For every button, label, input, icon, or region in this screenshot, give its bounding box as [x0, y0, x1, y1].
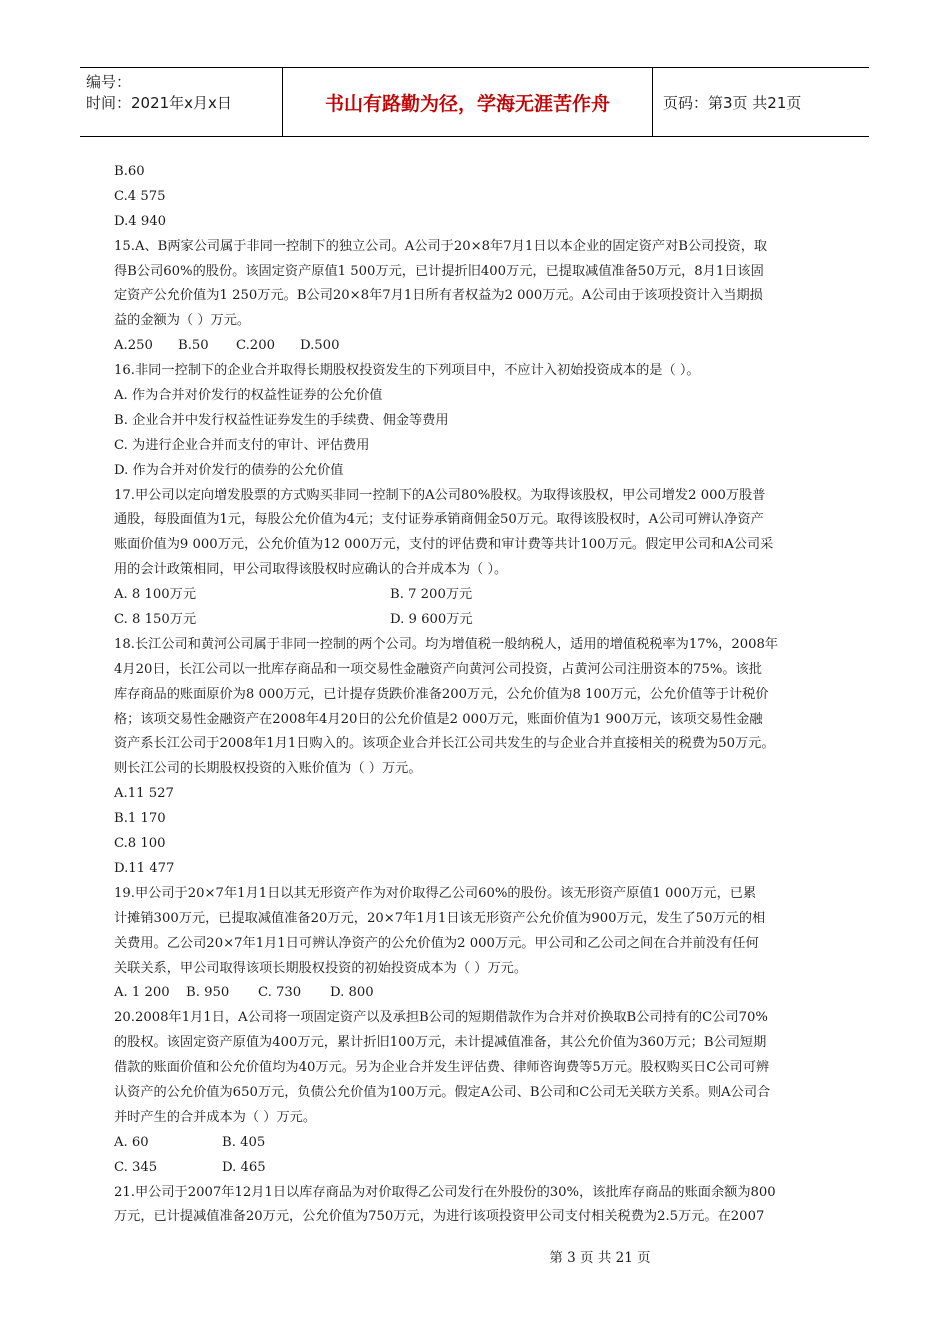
- question-18-text: 4月20日，长江公司以一批库存商品和一项交易性金融资产向黄河公司投资，占黄河公司注册资本的75%。该批: [114, 661, 762, 677]
- question-18-text: 18.长江公司和黄河公司属于非同一控制的两个公司。均为增值税一般纳税人，适用的增值税税率为17%，2008年: [114, 636, 779, 652]
- question-18-text: 库存商品的账面原价为8 000万元，已计提存货跌价准备200万元，公允价值为8 100万元，公允价值等于计税价: [114, 686, 769, 702]
- question-17-text: 17.甲公司以定向增发股票的方式购买非同一控制下的A公司80%股权。为取得该股权，甲公司增发2 000万股普: [114, 487, 766, 503]
- option-a: A. 60: [114, 1134, 149, 1150]
- option-a: A. 8 100万元: [114, 587, 197, 603]
- option-b: B. 企业合并中发行权益性证券发生的手续费、佣金等费用: [114, 412, 449, 428]
- question-19-text: 19.甲公司于20×7年1月1日以其无形资产作为对价取得乙公司60%的股份。该无形资产原值1 000万元，已累: [114, 885, 757, 901]
- question-19-text: 关费用。乙公司20×7年1月1日可辨认净资产的公允价值为2 000万元。甲公司和乙公司之间在合并前没有任何: [114, 935, 759, 951]
- option-c: C.200: [236, 338, 275, 354]
- question-16-text: 16.非同一控制下的企业合并取得长期股权投资发生的下列项目中，不应计入初始投资成本的是（ ）。: [114, 363, 700, 379]
- question-18-text: 资产系长江公司于2008年1月1日购入的。该项企业合并长江公司共发生的与企业合并直接相关的税费为50万元。: [114, 736, 775, 752]
- option-d: D.500: [300, 338, 340, 354]
- option-c: C. 8 150万元: [114, 612, 197, 628]
- question-20-text: 的股权。该固定资产原值为400万元，累计折旧100万元，未计提减值准备，其公允价值为360万元；B公司短期: [114, 1035, 767, 1051]
- option-b: B. 950: [186, 985, 230, 1001]
- question-21-text: 万元，已计提减值准备20万元，公允价值为750万元，为进行该项投资甲公司支付相关税费为2.5万元。在2007: [114, 1209, 765, 1225]
- question-17-text: 账面价值为9 000万元，公允价值为12 000万元，支付的评估费和审计费等共计100万元。假定甲公司和A公司采: [114, 537, 774, 553]
- question-19-text: 计摊销300万元，已提取减值准备20万元，20×7年1月1日该无形资产公允价值为900万元，发生了50万元的相: [114, 910, 766, 926]
- question-20-text: 20.2008年1月1日，A公司将一项固定资产以及承担B公司的短期借款作为合并对价换取B公司持有的C公司70%: [114, 1010, 768, 1026]
- option-d: D. 作为合并对价发行的债券的公允价值: [114, 462, 344, 478]
- option-d: D.11 477: [114, 860, 175, 876]
- question-15-options: [114, 334, 840, 359]
- option-line: D.4 940: [114, 213, 167, 229]
- question-19-text: 关联关系，甲公司取得该项长期股权投资的初始投资成本为（ ）万元。: [114, 960, 528, 976]
- option-line: C.4 575: [114, 188, 166, 204]
- question-15-text: 得B公司60%的股份。该固定资产原值1 500万元，已计提折旧400万元，已提取减值准备50万元，8月1日该固: [114, 263, 764, 279]
- header-motto: 书山有路勤为径，学海无涯苦作舟: [283, 68, 653, 136]
- question-20-text: 借款的账面价值和公允价值均为40万元。另为企业合并发生评估费、律师咨询费等5万元。股权购买日C公司可辨: [114, 1060, 770, 1076]
- question-18-text: 格；该项交易性金融资产在2008年4月20日的公允价值是2 000万元，账面价值为1 900万元，该项交易性金融: [114, 711, 763, 727]
- question-17-text: 通股，每股面值为1元，每股公允价值为4元；支付证券承销商佣金50万元。取得该股权时，A公司可辨认净资产: [114, 512, 764, 528]
- option-b: B.1 170: [114, 811, 166, 827]
- option-b: B. 7 200万元: [390, 587, 473, 603]
- option-c: C. 345: [114, 1159, 158, 1175]
- option-a: A. 1 200: [114, 985, 170, 1001]
- question-17-options-row2: [114, 608, 840, 633]
- option-a: A. 作为合并对价发行的权益性证券的公允价值: [114, 388, 383, 404]
- option-c: C.8 100: [114, 836, 166, 852]
- question-20-text: 认资产的公允价值为650万元，负债公允价值为100万元。假定A公司、B公司和C公司无关联方关系。则A公司合: [114, 1084, 771, 1100]
- page-header: [80, 67, 869, 137]
- question-15-text: 15.A、B两家公司属于非同一控制下的独立公司。A公司于20×8年7月1日以本企业的固定资产对B公司投资，取: [114, 238, 768, 254]
- question-17-text: 用的会计政策相同，甲公司取得该股权时应确认的合并成本为（ ）。: [114, 562, 508, 578]
- option-b: B. 405: [222, 1134, 266, 1150]
- option-a: A.11 527: [114, 786, 174, 802]
- option-c: C. 为进行企业合并而支付的审计、评估费用: [114, 437, 370, 453]
- time-label: 时间：2021年x月x日: [86, 94, 232, 112]
- question-19-options: [114, 981, 840, 1006]
- option-a: A.250: [114, 338, 153, 354]
- question-20-options-row1: [114, 1131, 840, 1156]
- question-21-text: 21.甲公司于2007年12月1日以库存商品为对价取得乙公司发行在外股份的30%，该批库存商品的账面余额为800: [114, 1184, 776, 1200]
- document-body: [114, 160, 840, 1230]
- question-20-options-row2: [114, 1156, 840, 1181]
- page-footer: 第 3 页 共 21 页: [549, 1250, 651, 1266]
- number-label: 编号：: [86, 73, 132, 91]
- question-15-text: 益的金额为（ ）万元。: [114, 313, 251, 329]
- header-page-label: 页码：第3页 共21页: [663, 93, 802, 112]
- option-line: B.60: [114, 164, 145, 179]
- option-d: D. 9 600万元: [390, 612, 473, 628]
- question-15-text: 定资产公允价值为1 250万元。B公司20×8年7月1日所有者权益为2 000万元。A公司由于该项投资计入当期损: [114, 288, 763, 304]
- header-meta: [80, 68, 283, 136]
- option-d: D. 800: [330, 985, 374, 1001]
- option-d: D. 465: [222, 1159, 266, 1175]
- question-20-text: 并时产生的合并成本为（ ）万元。: [114, 1109, 317, 1125]
- option-c: C. 730: [258, 985, 302, 1001]
- question-18-text: 则长江公司的长期股权投资的入账价值为（ ）万元。: [114, 761, 422, 777]
- question-17-options-row1: [114, 583, 840, 608]
- option-b: B.50: [178, 338, 209, 354]
